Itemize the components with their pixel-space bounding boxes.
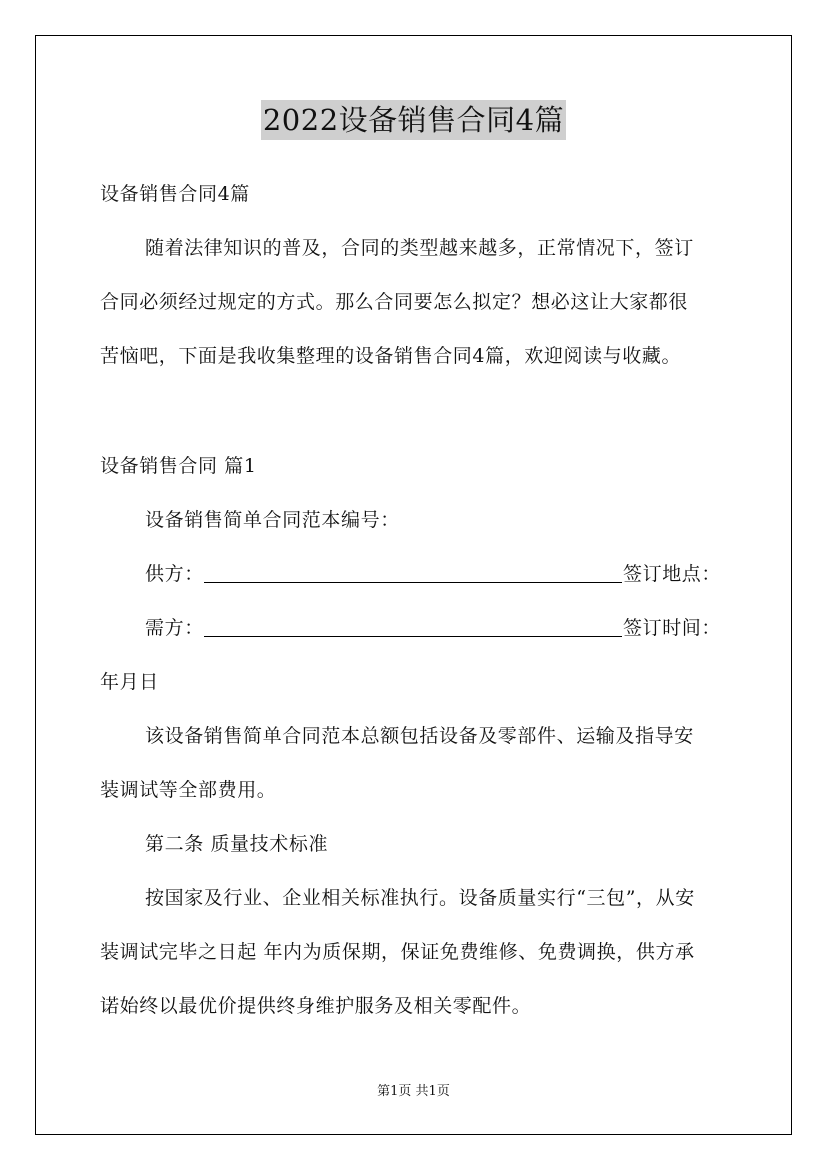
intro-line-3: 苦恼吧，下面是我收集整理的设备销售合同4篇，欢迎阅读与收藏。 <box>100 345 682 367</box>
section-heading: 设备销售合同 篇1 <box>100 455 257 477</box>
cost-para-line-1: 该设备销售简单合同范本总额包括设备及零部件、运输及指导安 <box>145 725 694 747</box>
article-heading: 第二条 质量技术标准 <box>145 833 329 855</box>
document-title: 2022设备销售合同4篇 <box>261 100 566 140</box>
contract-number-label: 设备销售简单合同范本编号： <box>145 509 400 531</box>
supplier-label: 供方： <box>145 563 204 585</box>
intro-line-2: 合同必须经过规定的方式。那么合同要怎么拟定？想必这让大家都很 <box>100 291 689 313</box>
buyer-field[interactable] <box>204 636 622 637</box>
supplier-field[interactable] <box>204 582 622 583</box>
quality-para-line-2: 装调试完毕之日起 年内为质保期，保证免费维修、免费调换，供方承 <box>100 941 695 963</box>
sign-time-label: 签订时间： <box>623 617 722 639</box>
sign-place-label: 签订地点： <box>623 563 722 585</box>
buyer-label: 需方： <box>145 617 204 639</box>
quality-para-line-1: 按国家及行业、企业相关标准执行。设备质量实行“三包”，从安 <box>145 887 695 909</box>
quality-para-line-3: 诺始终以最优价提供终身维护服务及相关零配件。 <box>100 995 532 1017</box>
document-subtitle: 设备销售合同4篇 <box>100 183 250 205</box>
title-container <box>0 100 827 140</box>
page-footer: 第1页 共1页 <box>377 1084 450 1099</box>
date-line: 年月日 <box>100 671 159 693</box>
intro-line-1: 随着法律知识的普及，合同的类型越来越多，正常情况下，签订 <box>145 237 694 259</box>
cost-para-line-2: 装调试等全部费用。 <box>100 779 277 801</box>
